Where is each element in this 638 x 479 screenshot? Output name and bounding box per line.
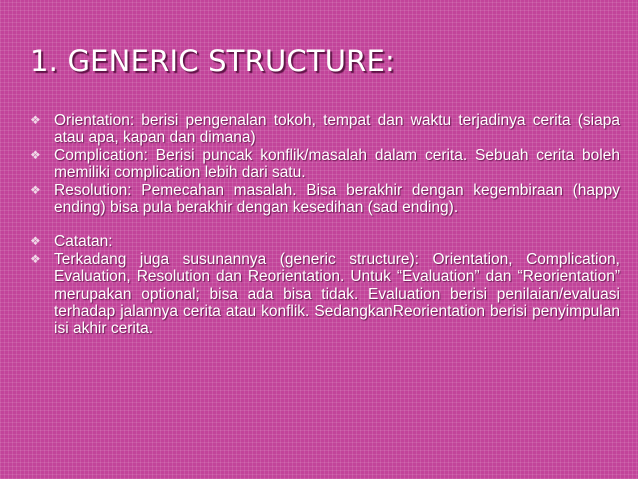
list-item-text: Complication: Berisi puncak konflik/masalah dalam cerita. Sebuah cerita boleh memiliki complication lebih dari satu.	[54, 146, 620, 182]
bullet-diamond-icon: ❖	[30, 113, 41, 127]
list-item	[30, 147, 620, 182]
bullet-diamond-icon: ❖	[30, 182, 41, 197]
bullet-diamond-icon: ❖	[30, 251, 41, 266]
list-item-text: Resolution: Pemecahan masalah. Bisa berakhir dengan kegembiraan (happy ending) bisa pula berakhir dengan kesedihan (sad ending).	[54, 181, 620, 217]
list-item-text: Orientation: berisi pengenalan tokoh, tempat dan waktu terjadinya cerita (siapa atau apa, kapan dan dimana)	[54, 112, 620, 147]
list-item	[30, 233, 620, 250]
list-item	[30, 182, 620, 217]
bullet-diamond-icon: ❖	[30, 234, 41, 249]
slide-title: 1. GENERIC STRUCTURE:	[30, 44, 396, 78]
bullet-diamond-icon: ❖	[30, 147, 41, 162]
list-item	[30, 112, 620, 147]
list-item	[30, 251, 620, 338]
list-item-text: Terkadang juga susunannya (generic structure): Orientation, Complication, Evaluation, Resolution dan Reorientation. Untuk “Evaluation” dan “Reorientation” merupakan optional; bisa ada bisa tidak. Evaluation berisi penilaian/evaluasi terhadap jalannya cerita atau konflik. SedangkanReorientation berisi penyimpulan isi akhir cerita.	[54, 250, 620, 338]
list-item-text: Catatan:	[54, 233, 113, 251]
bullet-list	[30, 112, 620, 338]
